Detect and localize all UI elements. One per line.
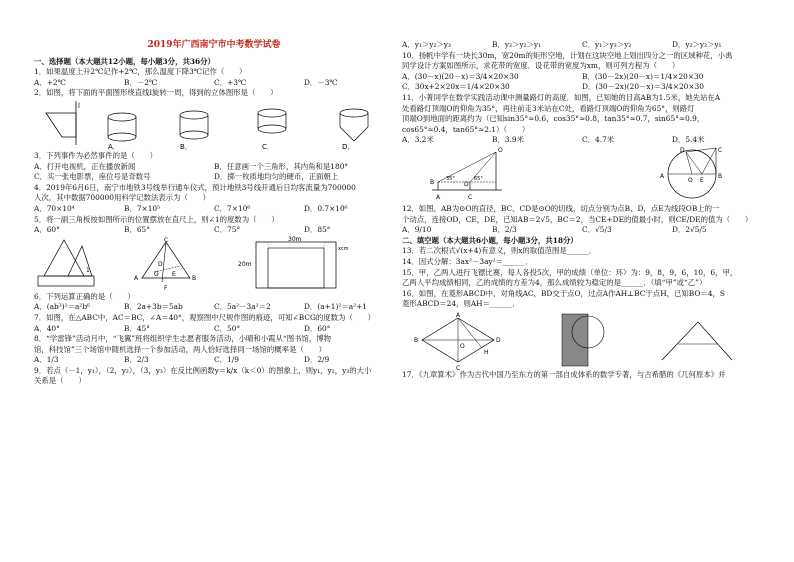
q6-option-b[interactable]: B．2a+3b＝5ab: [124, 302, 183, 312]
q10-option-a[interactable]: A．(30－x)(20－x)＝3/4×20×30: [402, 71, 519, 81]
q11-label-o: O: [498, 146, 503, 154]
q6-stem: 6．下列运算正确的是（ ）: [34, 291, 135, 301]
q9-option-a[interactable]: A．y₁＞y₂＞y₃: [402, 40, 451, 49]
q8-options: [34, 355, 394, 366]
q11-label-65: 65°: [474, 175, 483, 182]
q6-option-a[interactable]: A．(ab³)²＝a²b⁶: [34, 302, 91, 312]
q9-stem-line2: 关系是（ ）: [34, 376, 86, 386]
q7-option-d[interactable]: D．60°: [304, 323, 331, 333]
q12-label-a: A: [660, 172, 665, 180]
q10-x-label: xcm: [338, 245, 349, 252]
q10-options-row2: [402, 82, 762, 93]
q10-rectangle-figure: [238, 236, 349, 288]
q10-options-row1: [402, 72, 762, 83]
q4-option-c[interactable]: C．7×10⁶: [214, 203, 251, 213]
q11-q12-figures: [402, 146, 762, 204]
q7-label-b: B: [192, 274, 197, 282]
q10-stem-line1: 10．扬帆中学有一块长30m，宽20m的矩形空地，计划在这块空地上划出四分之一的区域种花，小禹: [402, 50, 733, 60]
q15-stem-line1: 15．甲，乙两人进行飞镖比赛，每人各投5次，甲的成绩（单位：环）为：9，8，9，6，10，6，甲，: [402, 267, 738, 277]
q10-stem-line2: 同学设计方案如图所示，求花带的宽度．设花带的宽度为xm，则可列方程为（ ）: [402, 61, 680, 71]
q12-label-b: B: [718, 172, 723, 180]
q7-option-c[interactable]: C．50°: [214, 323, 241, 333]
q11-label-b: B: [430, 178, 435, 186]
q11-options: [402, 135, 762, 146]
set-square-figure: [38, 240, 94, 286]
q5-option-b[interactable]: B．65°: [124, 225, 150, 235]
q12-label-c: C: [718, 146, 723, 154]
q16-stem-line2: 菱形ABCD＝24，则AH＝______．: [402, 299, 520, 309]
q7-label-e: E: [172, 270, 176, 278]
q2-stem: 2．如图，将下面的平面图形绕直线l旋转一周，得到的立体图形是（ ）: [34, 88, 278, 98]
q9-option-c[interactable]: C．y₁＞y₃＞y₂: [582, 40, 632, 49]
q6-options: [34, 302, 394, 313]
q4-stem-line2: 人次，其中数据700000用科学记数法表示为（ ）: [34, 193, 211, 203]
section-heading-1: 一、选择题（本大题共12小题，每小题3分，共36分）: [34, 56, 215, 66]
q3-options-row2: [34, 172, 394, 183]
q11-option-a[interactable]: A．3.2米: [402, 135, 434, 145]
q11-stem-line1: 11．小菁同学在数学实践活动课中测量路灯的高度．如图，已知她的目高AB为1.5米，她先站在A: [402, 92, 721, 102]
q8-option-d[interactable]: D．2/9: [304, 355, 330, 365]
q10-height-label: 20m: [238, 260, 252, 268]
q13-stem: 13．若二次根式√(x+4)有意义，则x的取值范围是______．: [402, 246, 597, 256]
right-column: [402, 40, 762, 380]
q9-options: [402, 40, 762, 51]
q11-lamp-figure: [430, 147, 503, 201]
q2-axis-label: l: [78, 101, 80, 110]
q16-label-o: O: [460, 342, 465, 350]
center-image-figure: [562, 314, 604, 366]
q4-option-d[interactable]: D．0.7×10⁶: [304, 203, 348, 213]
q1-stem: 1．如果温度上升2℃记作+2℃，那么温度下降3℃记作（ ）: [34, 67, 247, 77]
q3-option-c[interactable]: C．买一张电影票，座位号是奇数号: [34, 172, 151, 182]
q16-label-h: H: [484, 348, 489, 356]
section-heading-2: 二、填空题（本大题共6小题，每小题3分，共18分）: [402, 235, 578, 245]
q3-option-d[interactable]: D．掷一枚质地均匀的硬币，正面朝上: [214, 172, 339, 182]
q2-option-c-label: C．: [262, 142, 274, 151]
q4-option-a[interactable]: A．70×10⁴: [34, 203, 75, 213]
q3-stem: 3．下列事件为必然事件的是（ ）: [34, 150, 157, 160]
q1-option-c[interactable]: C．+3℃: [214, 77, 247, 87]
q5-option-a[interactable]: A．60°: [34, 225, 60, 235]
q5-option-d[interactable]: D．85°: [304, 225, 331, 235]
q12-option-a[interactable]: A．9/10: [402, 225, 432, 235]
q7-option-b[interactable]: B．45°: [124, 323, 150, 333]
q16-label-b: B: [414, 336, 419, 344]
q2-option-d-label: D．: [342, 142, 355, 151]
angle-1-label: 1: [86, 266, 90, 274]
q1-options: [34, 78, 394, 89]
q7-label-c: C: [164, 236, 169, 244]
q12-label-o: O: [688, 176, 693, 184]
q9-stem-line1: 9．若点（－1，y₁），（2，y₂），（3，y₃）在反比例函数y＝k/x（k＜0）的图象上，则y₁，y₂，y₃的大小: [34, 365, 372, 375]
q12-label-e: E: [700, 176, 704, 184]
q10-option-d[interactable]: D．(30－2x)(20－x)＝3/4×20×30: [582, 82, 704, 92]
q16-label-c: C: [456, 364, 461, 370]
q12-stem-line1: 12．如图，AB为⊙O的直径，BC、CD是⊙O的切线，切点分别为点B、D，点E为线段OB上的一: [402, 203, 720, 213]
q14-stem: 14．因式分解：3ax²－3ay²＝______．: [402, 256, 533, 266]
q8-option-c[interactable]: C．1/9: [214, 355, 239, 365]
q4-options: [34, 204, 394, 215]
q8-stem-line2: 馆，科技馆”三个场馆中随机选择一个参加活动，两人恰好选择同一场馆的概率是（ ）: [34, 344, 327, 354]
q10-option-c[interactable]: C．30x+2×20x＝1/4×20×30: [402, 82, 510, 92]
q16-rhombus-figure: [414, 312, 501, 370]
q7-label-g: G: [154, 270, 159, 278]
q3-option-b[interactable]: B．任意画一个三角形，其内角和是180°: [214, 161, 349, 171]
q10-width-label: 30m: [288, 235, 302, 243]
q11-label-d: D: [464, 180, 469, 188]
q7-option-a[interactable]: A．40°: [34, 323, 60, 333]
q2-option-a-shape: [108, 113, 136, 141]
q11-label-a: A: [436, 193, 441, 201]
q3-options-row1: [34, 162, 394, 173]
q7-label-d: D: [158, 260, 163, 268]
q1-option-b[interactable]: B．－2℃: [124, 77, 158, 87]
q12-option-d[interactable]: D．2√5/5: [672, 225, 707, 235]
q1-option-d[interactable]: D．－3℃: [304, 77, 338, 87]
q8-stem-line1: 8．“学雷锋”活动月中，“飞翼”班将组织学生志愿者服务活动，小晴和小霞从“图书馆，博物: [34, 334, 332, 344]
q11-stem-line3: 顶端O到地面的距离约为（已知sin35°≈0.6，cos35°≈0.8，tan35°≈0.7，sin65°≈0.9，: [402, 114, 705, 124]
q4-option-b[interactable]: B．7×10⁵: [124, 203, 161, 213]
q11-option-c[interactable]: C．4.7米: [582, 135, 615, 145]
q12-stem-line2: 个动点，连接OD，CE，DE，已知AB＝2√5，BC＝2，当CE+DE的值最小时，则CE/DE的值为（ ）: [402, 214, 753, 224]
q2-option-c-shape: [258, 109, 286, 133]
q5-stem: 5．将一副三角板按如图所示的位置摆放在直尺上，则∠1的度数为（ ）: [34, 214, 279, 224]
q7-label-f: F: [164, 284, 168, 292]
right-angle-figure: [662, 322, 732, 360]
q10-option-b[interactable]: B．(30－2x)(20－x)＝1/4×20×30: [582, 71, 704, 81]
q2-option-a-label: A．: [108, 142, 120, 151]
q11-label-35: 35°: [446, 175, 455, 182]
q11-option-d[interactable]: D．5.4米: [672, 135, 705, 145]
q2-option-b-label: B．: [180, 142, 192, 151]
q17-stem: 17．《九章算术》作为古代中国乃至东方的第一部自成体系的数学专著，与古希腊的《几何原本》并: [402, 369, 726, 379]
q16-label-a: A: [456, 311, 461, 319]
q1-option-a[interactable]: A．+2℃: [34, 77, 66, 87]
q7-options: [34, 324, 394, 335]
q15-stem-line2: 乙两人平均成绩相同，乙的成绩的方差为4，那么成绩较为稳定的是______．（填“甲”或“乙”）: [402, 278, 707, 288]
q8-option-a[interactable]: A．1/3: [34, 355, 59, 365]
q4-stem-line1: 4．2019年6月6日，南宁市地铁3号线举行通车仪式，预计地铁3号线开通后日均客流量为700000: [34, 182, 356, 192]
q8-option-b[interactable]: B．2/3: [124, 355, 149, 365]
q12-circle-figure: [660, 147, 722, 198]
q12-label-d: D: [680, 146, 685, 154]
q11-label-c: C: [468, 193, 473, 201]
q16-label-d: D: [496, 336, 501, 344]
q11-stem-line4: cos65°≈0.4，tan65°≈2.1）（ ）: [402, 124, 530, 134]
q12-options: [402, 225, 762, 236]
left-column: [34, 0, 394, 387]
q2-figure: [34, 99, 394, 151]
q7-stem: 7．如图，在△ABC中，AC＝BC，∠A＝40°，观察图中尺规作图的痕迹，可知∠BCG的度数为（ ）: [34, 312, 376, 322]
q16-q17-figures: [402, 310, 762, 370]
q5-option-c[interactable]: C．75°: [214, 225, 241, 235]
q5-options: [34, 225, 394, 236]
q9-option-d[interactable]: D．y₂＞y₃＞y₁: [672, 40, 722, 49]
q9-option-b[interactable]: B．y₃＞y₂＞y₁: [492, 40, 542, 49]
q12-option-b[interactable]: B．2/3: [492, 225, 517, 235]
q6-option-c[interactable]: C．5a²－3a²＝2: [214, 302, 271, 312]
q7-triangle-figure: [134, 237, 196, 292]
q3-option-a[interactable]: A．打开电视机，正在播放新闻: [34, 161, 136, 171]
q2-option-b-shape: [180, 111, 208, 139]
q16-stem-line1: 16．如图，在菱形ABCD中，对角线AC，BD交于点O，过点A作AH⊥BC于点H，已知BO＝4，S: [402, 288, 725, 298]
q7-label-a: A: [134, 274, 139, 282]
page-title: 2019年广西南宁市中考数学试卷: [147, 40, 281, 50]
q11-option-b[interactable]: B．3.9米: [492, 135, 524, 145]
q12-option-c[interactable]: C．√5/3: [582, 225, 612, 235]
q6-option-d[interactable]: D．(a+1)²＝a²+1: [304, 302, 368, 312]
q11-stem-line2: 处看路灯顶端O的仰角为35°，再往前走3米站在C处，看路灯顶端O的仰角为65°，则路灯: [402, 103, 695, 113]
q2-option-d-shape: [340, 109, 368, 141]
q5-q7-q10-figures: [34, 236, 394, 292]
